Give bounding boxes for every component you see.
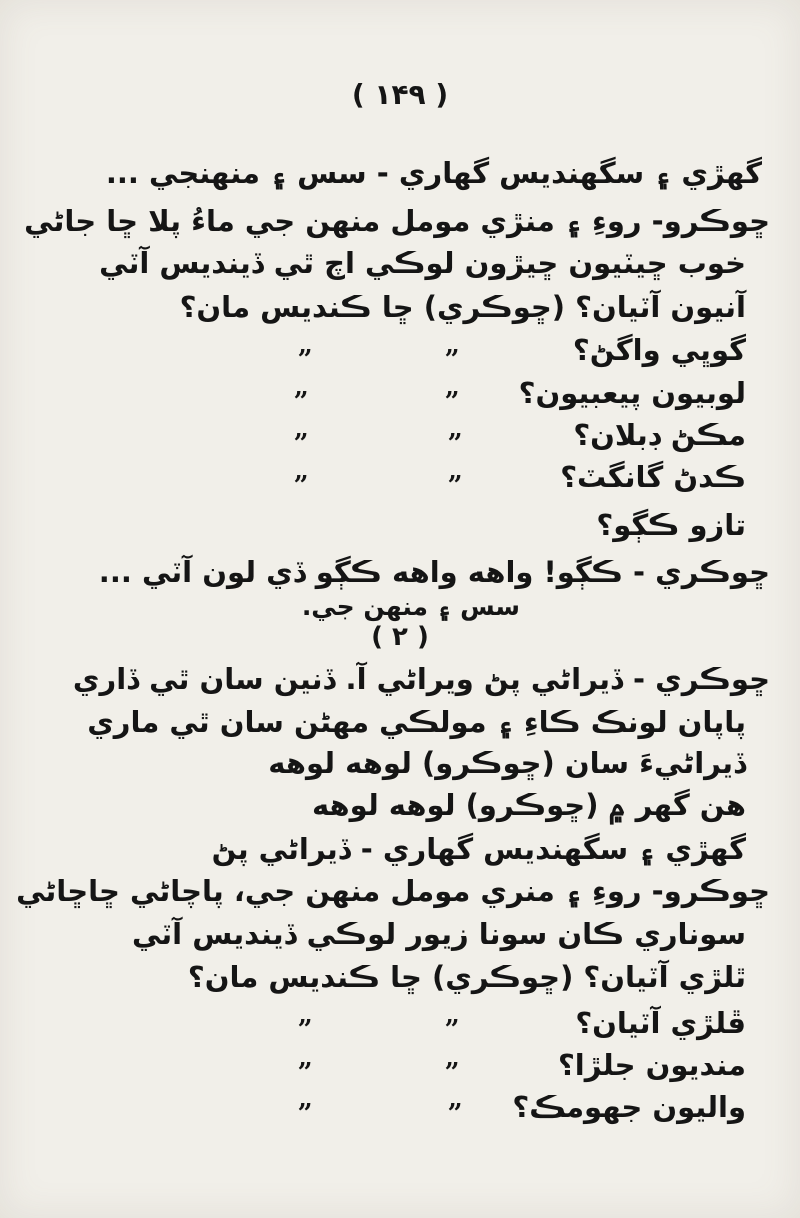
text-line-20: ڦلڙي آٽيان؟ bbox=[575, 1006, 746, 1040]
ditto-mark: „ bbox=[294, 456, 309, 486]
text-line-19: ٿلڙي آٽيان؟ (ڇوڪري) ڇا ڪنديس مان؟ bbox=[187, 960, 746, 994]
ditto-mark: „ bbox=[298, 1043, 313, 1073]
ditto-mark: „ bbox=[445, 1000, 460, 1030]
text-line-12: ڇوڪري - ڏيراڻي پڻ ويراڻي آ. ڏنين سان ٿي ڏاري bbox=[72, 662, 770, 696]
text-line-13: پاپان لونڪ ڪاءِ ۽ مولڪي مهڻن سان ٿي ماري bbox=[87, 705, 746, 739]
text-line-7: مڪڻ ڊبلان؟ bbox=[573, 418, 746, 452]
ditto-mark: „ bbox=[445, 1043, 460, 1073]
text-line-11: سس ۽ منهن جي. bbox=[301, 592, 520, 621]
ditto-mark: „ bbox=[448, 414, 463, 444]
text-line-6: لوبيون پيعبيون؟ bbox=[518, 376, 746, 410]
text-line-9: تازو ڪڳو؟ bbox=[596, 508, 746, 542]
ditto-mark: „ bbox=[294, 414, 309, 444]
ditto-mark: „ bbox=[445, 330, 460, 360]
text-line-5: گوڀي واگڻ؟ bbox=[572, 333, 746, 367]
ditto-mark: „ bbox=[298, 1000, 313, 1030]
text-line-17: ڇوڪرو- روءِ ۽ منري مومل منهن جي، پاچاڻي ڇاڇاڻي bbox=[16, 874, 770, 908]
ditto-mark: „ bbox=[448, 1084, 463, 1114]
text-line-10: ڇوڪري - ڪڳو! واهه واهه ڪڳو ڏي لون آٽي ... bbox=[98, 555, 770, 589]
ditto-mark: „ bbox=[448, 456, 463, 486]
text-line-21: منديون جلڙا؟ bbox=[557, 1048, 746, 1082]
text-line-22: واليون جهومڪ؟ bbox=[512, 1090, 746, 1124]
text-line-18: سوناري ڪان سونا زيور لوڪي ڏينديس آٽي bbox=[131, 917, 746, 951]
text-line-8: ڪدڻ گانگٽ؟ bbox=[560, 460, 746, 494]
ditto-mark: „ bbox=[445, 372, 460, 402]
text-line-2: ڇوڪرو- روءِ ۽ منڙي مومل منهن جي ماءُ پلا ڇا جاڻي bbox=[24, 204, 770, 238]
ditto-mark: „ bbox=[298, 1084, 313, 1114]
page-number: ( ۱۴۹ ) bbox=[351, 78, 449, 111]
text-line-1: گهڙي ۽ سگهنديس گهاري - سس ۽ منهنجي ... bbox=[105, 156, 762, 190]
ditto-mark: „ bbox=[294, 372, 309, 402]
section-marker: ( ۲ ) bbox=[371, 622, 429, 652]
text-line-3: خوب ڇيٽيون ڇيڙون لوڪي اچ ٿي ڏينديس آٽي bbox=[99, 246, 746, 280]
ditto-mark: „ bbox=[298, 330, 313, 360]
text-line-4: آنيون آٽيان؟ (ڇوڪري) ڇا ڪنديس مان؟ bbox=[179, 290, 746, 324]
text-line-14: ڏيراڻيءَ سان (ڇوڪرو) لوهه لوهه bbox=[268, 746, 746, 780]
text-line-15: هن گهر ۾ (ڇوڪرو) لوهه لوهه bbox=[311, 788, 746, 822]
text-line-16: گهڙي ۽ سگهنديس گهاري - ڏيراڻي پڻ bbox=[211, 832, 746, 866]
